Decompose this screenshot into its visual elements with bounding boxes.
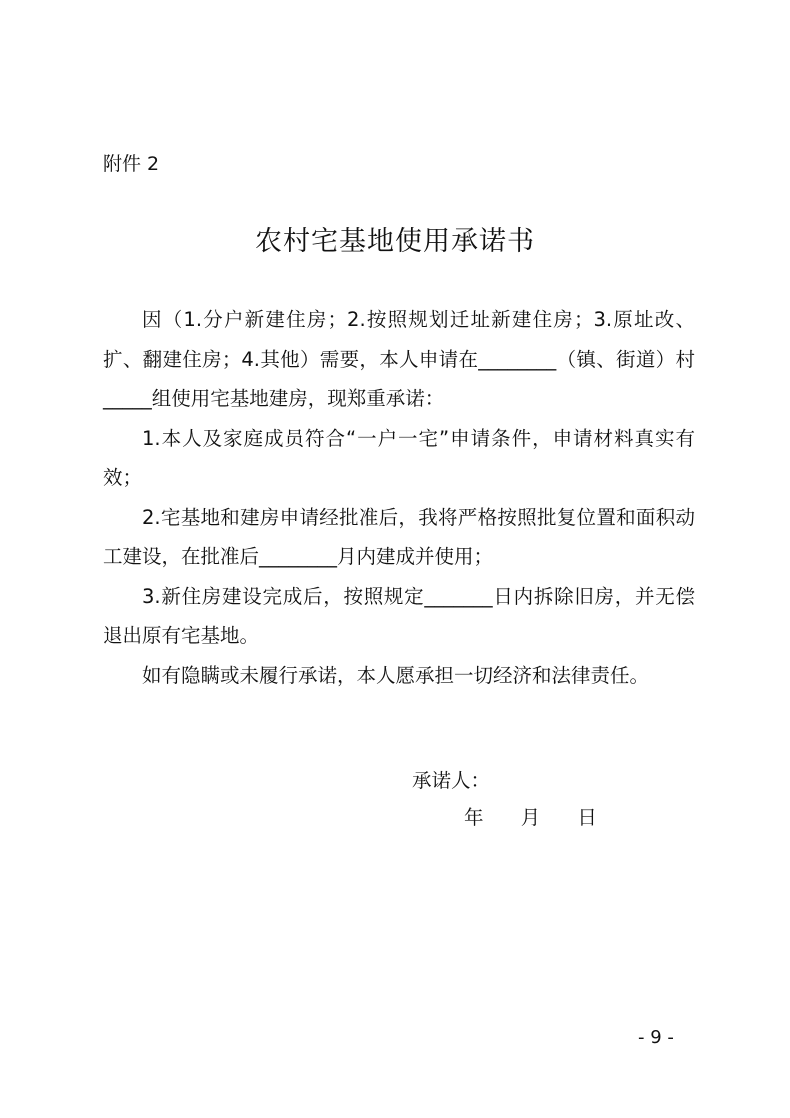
signature-label: 承诺人： [412,769,491,792]
paragraph-commitment-1: 1.本人及家庭成员符合“一户一宅”申请条件，申请材料真实有效； [103,426,695,489]
page-number: - 9 - [638,1027,674,1048]
date-line: 年 月 日 [464,806,597,829]
paragraph-commitment-3: 3.新住房建设完成后，按照规定_______日内拆除旧房，并无偿退出原有宅基地。 [103,584,695,647]
document-body [103,300,695,695]
paragraph-intro: 因（1.分户新建住房；2.按照规划迁址新建住房；3.原址改、扩、翻建住房；4.其他）需要，本人申请在________（镇、街道）村_____组使用宅基地建房，现郑重承诺： [103,308,695,410]
paragraph-liability: 如有隐瞒或未履行承诺，本人愿承担一切经济和法律责任。 [142,663,650,687]
document-title: 农村宅基地使用承诺书 [255,226,535,257]
attachment-label: 附件 2 [103,153,160,175]
paragraph-commitment-2: 2.宅基地和建房申请经批准后，我将严格按照批复位置和面积动工建设，在批准后________月内建成并使用； [103,505,695,568]
